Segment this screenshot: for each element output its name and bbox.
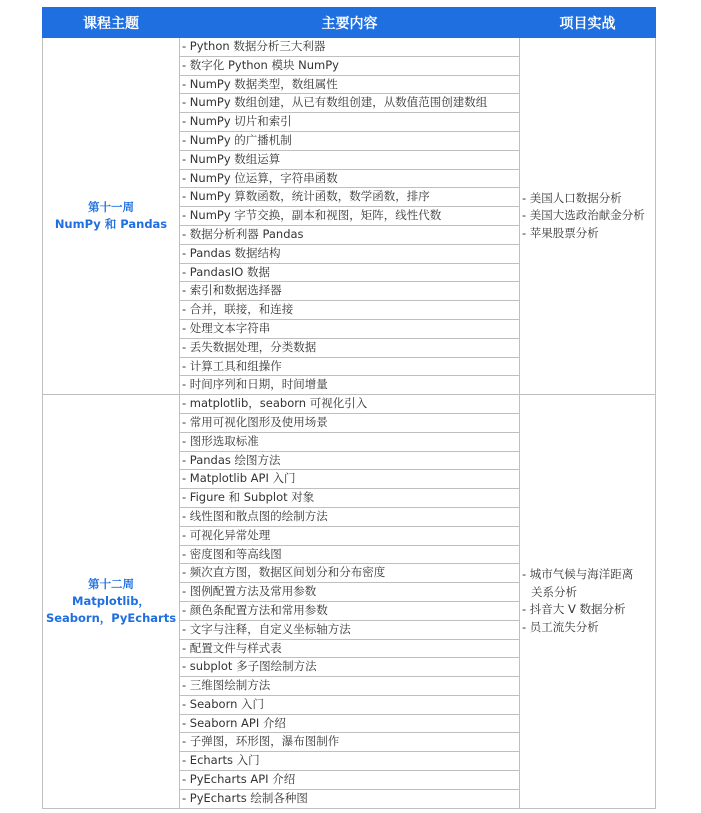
project-item: - 美国人口数据分析 — [522, 190, 622, 205]
table-row — [43, 395, 656, 414]
content-item: - 密度图和等高线图 — [180, 545, 520, 564]
project-item: - 城市气候与海洋距离 — [522, 567, 634, 582]
content-item: - PyEcharts API 介绍 — [180, 771, 520, 790]
course-table — [42, 7, 656, 809]
header-content: 主要内容 — [180, 8, 520, 38]
course-topic-line: Matplotlib， — [72, 593, 150, 608]
content-item: - 数据分析利器 Pandas — [180, 225, 520, 244]
content-item: - NumPy 的广播机制 — [180, 131, 520, 150]
content-item: - Echarts 入门 — [180, 752, 520, 771]
content-item: - subplot 多子图绘制方法 — [180, 658, 520, 677]
table-body — [43, 38, 656, 809]
content-item: - 颜色条配置方法和常用参数 — [180, 601, 520, 620]
content-item: - 丢失数据处理，分类数据 — [180, 338, 520, 357]
content-item: - NumPy 算数函数，统计函数，数学函数，排序 — [180, 188, 520, 207]
content-item: - 可视化异常处理 — [180, 526, 520, 545]
content-item: - 线性图和散点图的绘制方法 — [180, 507, 520, 526]
project-cell — [520, 38, 656, 395]
content-item: - matplotlib，seaborn 可视化引入 — [180, 395, 520, 414]
content-item: - Python 数据分析三大利器 — [180, 38, 520, 57]
content-item: - 文字与注释，自定义坐标轴方法 — [180, 620, 520, 639]
content-item: - Figure 和 Subplot 对象 — [180, 489, 520, 508]
content-item: - NumPy 位运算，字符串函数 — [180, 169, 520, 188]
project-item: - 员工流失分析 — [522, 619, 599, 634]
content-item: - NumPy 字节交换，副本和视图，矩阵，线性代数 — [180, 207, 520, 226]
content-item: - 合并，联接，和连接 — [180, 301, 520, 320]
content-item: - 图例配置方法及常用参数 — [180, 583, 520, 602]
course-topic-line: Seaborn，PyEcharts — [45, 610, 177, 625]
content-item: - 索引和数据选择器 — [180, 282, 520, 301]
course-topic-cell — [43, 38, 180, 395]
content-item: - 图形选取标准 — [180, 432, 520, 451]
project-item: 关系分析 — [531, 584, 577, 599]
table-row — [43, 38, 656, 57]
content-item: - 计算工具和组操作 — [180, 357, 520, 376]
course-topic-line: NumPy 和 Pandas — [54, 217, 168, 232]
content-item: - Seaborn 入门 — [180, 695, 520, 714]
content-item: - 三维图绘制方法 — [180, 677, 520, 696]
project-item: - 美国大选政治献金分析 — [522, 208, 645, 223]
header-project: 项目实战 — [520, 8, 656, 38]
content-item: - 常用可视化图形及使用场景 — [180, 413, 520, 432]
project-cell — [520, 395, 656, 809]
project-item: - 苹果股票分析 — [522, 225, 599, 240]
course-topic-line: 第十一周 — [88, 200, 134, 215]
content-item: - 处理文本字符串 — [180, 319, 520, 338]
content-item: - 配置文件与样式表 — [180, 639, 520, 658]
project-item: - 抖音大 V 数据分析 — [522, 602, 626, 617]
content-item: - 子弹图，环形图，瀑布图制作 — [180, 733, 520, 752]
content-item: - 数字化 Python 模块 NumPy — [180, 56, 520, 75]
content-item: - Pandas 绘图方法 — [180, 451, 520, 470]
content-item: - 时间序列和日期，时间增量 — [180, 376, 520, 395]
content-item: - NumPy 数据类型，数组属性 — [180, 75, 520, 94]
course-topic-line: 第十二周 — [88, 576, 134, 591]
content-item: - NumPy 数组创建，从已有数组创建，从数值范围创建数组 — [180, 94, 520, 113]
content-item: - PyEcharts 绘制各种图 — [180, 789, 520, 808]
content-item: - Matplotlib API 入门 — [180, 470, 520, 489]
header-row — [43, 8, 656, 38]
course-topic-cell — [43, 395, 180, 809]
content-item: - Pandas 数据结构 — [180, 244, 520, 263]
content-item: - NumPy 切片和索引 — [180, 113, 520, 132]
header-topic: 课程主题 — [43, 8, 180, 38]
content-item: - NumPy 数组运算 — [180, 150, 520, 169]
content-item: - PandasIO 数据 — [180, 263, 520, 282]
content-item: - Seaborn API 介绍 — [180, 714, 520, 733]
content-item: - 频次直方图，数据区间划分和分布密度 — [180, 564, 520, 583]
